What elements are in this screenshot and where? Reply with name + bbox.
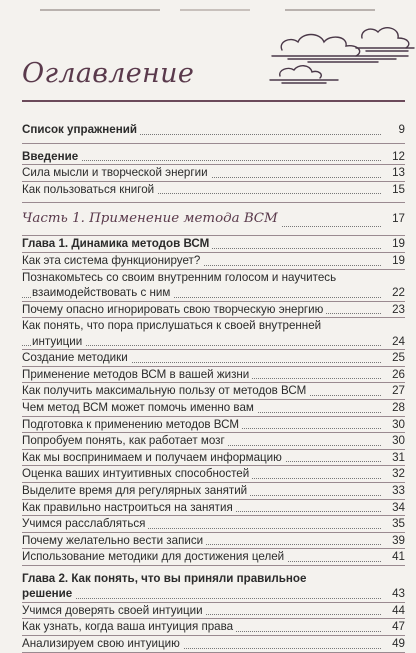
toc-entry-page: 26 xyxy=(383,367,405,383)
toc-entry-label: Список упражнений xyxy=(22,122,140,138)
toc-entry-page: 22 xyxy=(383,285,405,301)
toc-entry[interactable] xyxy=(22,302,405,318)
clouds-illustration xyxy=(268,20,416,90)
leader-dots xyxy=(22,598,381,599)
toc-entry[interactable] xyxy=(22,350,405,366)
toc-entry[interactable] xyxy=(22,483,405,499)
toc-entry-page: 43 xyxy=(383,586,405,602)
toc-entry-label: Введение xyxy=(22,149,81,165)
toc-entry-page: 12 xyxy=(383,149,405,165)
toc-entry[interactable] xyxy=(22,619,405,635)
toc-entry-label: Применение методов ВСМ в вашей жизни xyxy=(22,367,252,383)
toc-entry-exercises[interactable] xyxy=(22,122,405,138)
toc-entry-label: Выделите время для регулярных занятий xyxy=(22,483,250,499)
toc-entry-label: Как пользоваться книгой xyxy=(22,182,157,198)
toc-entry-page: 19 xyxy=(383,236,405,252)
toc-entry-label: Попробуем понять, как работает мозг xyxy=(22,433,228,449)
toc-entry-page: 23 xyxy=(383,302,405,318)
toc-entry-page: 25 xyxy=(383,350,405,366)
toc-entry-page: 24 xyxy=(383,334,405,350)
toc-entry-label: Сила мысли и творческой энергии xyxy=(22,165,211,181)
toc-entry-label: Учимся расслабляться xyxy=(22,516,148,532)
toc-entry[interactable] xyxy=(22,533,405,549)
toc-part-label: Часть 1. Применение метода ВСМ xyxy=(22,208,281,230)
toc-entry-label: Как мы воспринимаем и получаем информацию xyxy=(22,450,285,466)
toc-entry-page: 17 xyxy=(383,208,405,230)
toc-entry[interactable] xyxy=(22,182,405,198)
toc-entry-label: Познакомьтесь со своим внутренним голосом и научитесь xyxy=(22,270,339,286)
toc-entry[interactable] xyxy=(22,450,405,466)
toc-entry-label: Как узнать, когда ваша интуиция права xyxy=(22,619,236,635)
toc-entry-label: Как понять, что пора прислушаться к своей внутренней xyxy=(22,318,324,334)
toc-entry-page: 47 xyxy=(383,619,405,635)
toc-entry-page: 41 xyxy=(383,549,405,565)
toc-entry-intro[interactable] xyxy=(22,149,405,165)
toc-entry-page: 13 xyxy=(383,165,405,181)
toc-entry-page: 35 xyxy=(383,516,405,532)
toc-entry-label: Как правильно настроиться на занятия xyxy=(22,500,236,516)
toc-entry-label: Чем метод ВСМ может помочь именно вам xyxy=(22,400,257,416)
toc-entry-label: Почему желательно вести записи xyxy=(22,533,206,549)
toc-entry-page: 31 xyxy=(383,450,405,466)
toc-entry-page: 30 xyxy=(383,433,405,449)
toc-entry[interactable] xyxy=(22,549,405,565)
toc-entry-chapter-2[interactable] xyxy=(22,571,405,602)
toc-entry[interactable] xyxy=(22,383,405,399)
toc-entry[interactable] xyxy=(22,367,405,383)
toc-entry-page: 49 xyxy=(383,636,405,652)
toc-entry[interactable] xyxy=(22,433,405,449)
toc-entry-page: 28 xyxy=(383,400,405,416)
toc-entry-label: Оценка ваших интуитивных способностей xyxy=(22,466,252,482)
toc-entry-label-line2: взаимодействовать с ним xyxy=(32,285,173,301)
page-title: Оглавление xyxy=(22,58,195,89)
chapter-1-entries xyxy=(22,253,405,566)
toc-entry[interactable] xyxy=(22,318,405,349)
toc-entry-page: 39 xyxy=(383,533,405,549)
toc-entry-page: 44 xyxy=(383,603,405,619)
toc-entry-page: 15 xyxy=(383,182,405,198)
toc-entry[interactable] xyxy=(22,400,405,416)
toc-entry[interactable] xyxy=(22,500,405,516)
toc-entry[interactable] xyxy=(22,270,405,301)
table-of-contents xyxy=(22,122,405,653)
toc-entry-label: Подготовка к применению методов ВСМ xyxy=(22,417,242,433)
toc-entry-label: Учимся доверять своей интуиции xyxy=(22,603,206,619)
toc-entry[interactable] xyxy=(22,516,405,532)
toc-entry-page: 19 xyxy=(383,253,405,269)
toc-entry-label: Как эта система функционирует? xyxy=(22,253,203,269)
toc-entry[interactable] xyxy=(22,636,405,652)
toc-entry-page: 9 xyxy=(383,122,405,138)
title-underline xyxy=(22,100,405,102)
toc-entry-label: Как получить максимальную пользу от методов ВСМ xyxy=(22,383,309,399)
toc-chapter-label: Глава 1. Динамика методов ВСМ xyxy=(22,236,212,252)
toc-chapter-label-line2: решение xyxy=(22,586,75,602)
toc-entry-chapter-1[interactable] xyxy=(22,236,405,252)
toc-entry-page: 27 xyxy=(383,383,405,399)
toc-chapter-label: Глава 2. Как понять, что вы приняли правильное xyxy=(22,571,370,586)
toc-entry-label: Создание методики xyxy=(22,350,131,366)
toc-entry-page: 34 xyxy=(383,500,405,516)
toc-entry[interactable] xyxy=(22,165,405,181)
toc-entry-label: Использование методики для достижения целей xyxy=(22,549,287,565)
toc-entry-label: Почему опасно игнорировать свою творческую энергию xyxy=(22,302,326,318)
toc-entry[interactable] xyxy=(22,603,405,619)
toc-entry-label-line2: интуиции xyxy=(32,334,85,350)
toc-entry[interactable] xyxy=(22,417,405,433)
chapter-2-entries xyxy=(22,603,405,653)
toc-entry-label: Анализируем свою интуицию xyxy=(22,636,183,652)
toc-entry[interactable] xyxy=(22,253,405,269)
toc-entry-page: 33 xyxy=(383,483,405,499)
toc-entry-page: 30 xyxy=(383,417,405,433)
running-header-fragment xyxy=(0,8,416,14)
toc-entry-part-1[interactable] xyxy=(22,208,405,230)
toc-entry-page: 32 xyxy=(383,466,405,482)
toc-entry[interactable] xyxy=(22,466,405,482)
